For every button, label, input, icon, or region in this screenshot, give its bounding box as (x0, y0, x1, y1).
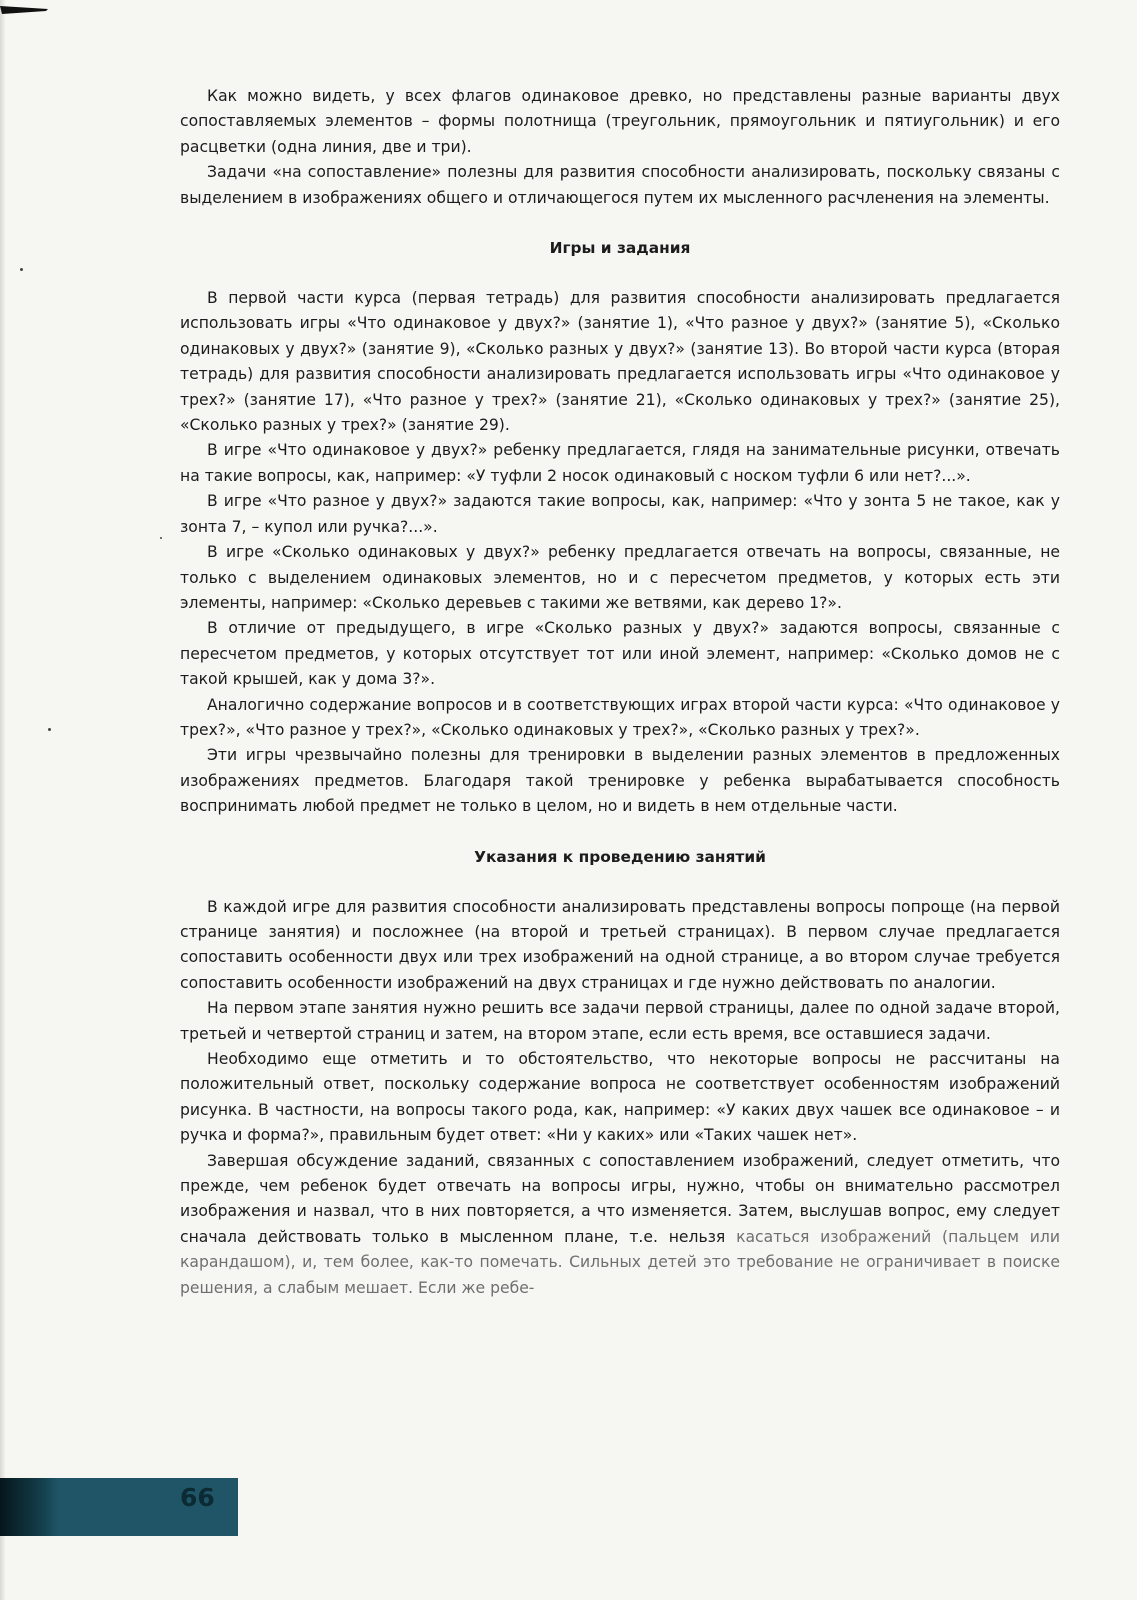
paragraph: В отличие от предыдущего, в игре «Сколько разных у двух?» задаются вопросы, связанные с пересчетом предметов, у которых отсутствует тот или иной элемент, например: «Сколько домов не с такой крышей, как у дома 3?». (180, 619, 1060, 689)
paragraph-text-faded: касаться изображений (пальцем или карандашом), и, тем более, как-то помечать. Сильных детей это требование не ограничивает в поиске решения, а слабым мешает. Если же ребе- (180, 1227, 1060, 1297)
paragraph: Необходимо еще отметить и то обстоятельство, что некоторые вопросы не рассчитаны на положительный ответ, поскольку содержание вопроса не соответствует особенностям изображений рисунка. В частности, на вопросы такого рода, как, например: «У каких двух чашек все одинаковое – и ручка и форма?», правильным будет ответ: «Ни у каких» или «Таких чашек нет». (180, 1050, 1060, 1145)
paragraph: Задачи «на сопоставление» полезны для развития способности анализировать, поскольку связаны с выделением в изображениях общего и отличающегося путем их мысленного расчленения на элементы. (180, 163, 1060, 207)
paragraph-last (180, 1149, 1060, 1301)
scan-speck (48, 728, 51, 731)
section-games (180, 286, 1060, 820)
section-heading-instructions: Указания к проведению занятий (474, 847, 766, 866)
scan-corner-mark (0, 4, 48, 18)
paragraph: Аналогично содержание вопросов и в соответствующих играх второй части курса: «Что одинаковое у трех?», «Что разное у трех?», «Сколько одинаковых у трех?», «Сколько разных у трех?». (180, 695, 1060, 739)
footer-band-edge (0, 1478, 58, 1536)
paragraph: В игре «Сколько одинаковых у двух?» ребенку предлагается отвечать на вопросы, связанные, не только с выделением одинаковых элементов, но и с пересчетом предметов, у которых есть эти элементы, например: «Сколько деревьев с такими же ветвями, как дерево 1?». (180, 543, 1060, 612)
page-content (180, 84, 1060, 1301)
paragraph: Как можно видеть, у всех флагов одинаковое древко, но представлены разные варианты двух сопоставляемых элементов – формы полотнища (треугольник, прямоугольник и пятиугольник) и его расцветки (одна линия, две и три). (180, 87, 1060, 156)
paragraph: Эти игры чрезвычайно полезны для тренировки в выделении разных элементов в предложенных изображениях предметов. Благодаря такой тренировке у ребенка вырабатывается способность воспринимать любой предмет не только в целом, но и видеть в нем отдельные части. (180, 746, 1060, 816)
section-intro (180, 84, 1060, 211)
page-number: 66 (180, 1483, 215, 1512)
paragraph: На первом этапе занятия нужно решить все задачи первой страницы, далее по одной задаче второй, третьей и четвертой страниц и затем, на втором этапе, если есть время, все оставшиеся задачи. (180, 999, 1060, 1043)
paragraph: В каждой игре для развития способности анализировать представлены вопросы попроще (на первой странице занятия) и посложнее (на второй и третьей страницах). В первом случае предлагается сопоставить особенности двух или трех изображений на одной странице, а во втором случае требуется сопоставить особенности изображений на двух страницах и где нужно действовать по аналогии. (180, 897, 1060, 992)
paragraph: В игре «Что одинаковое у двух?» ребенку предлагается, глядя на занимательные рисунки, отвечать на такие вопросы, как, например: «У туфли 2 носок одинаковый с носком туфли 6 или нет?...». (180, 441, 1060, 485)
paragraph-text: Завершая обсуждение заданий, связанных с сопоставлением изображений, следует отметить, что прежде, чем ребенок будет отвечать на вопросы игры, нужно, чтобы он внимательно рассмотрел изображения и назвал, что в них повторяется, а что изменяется. Затем, выслушав вопрос, ему следует сначала действовать только в мысленном плане, т.е. нельзя (180, 1151, 1060, 1246)
paragraph: В первой части курса (первая тетрадь) для развития способности анализировать предлагается использовать игры «Что одинаковое у двух?» (занятие 1), «Что разное у двух?» (занятие 5), «Сколько одинаковых у двух?» (занятие 9), «Сколько разных у двух?» (занятие 13). Во второй части курса (вторая тетрадь) для развития способности анализировать предлагается использовать игры «Что одинаковое у трех?» (занятие 17), «Что разное у трех?» (занятие 21), «Сколько одинаковых у трех?» (занятие 25), «Сколько разных у трех?» (занятие 29). (180, 289, 1060, 435)
scan-speck (160, 537, 162, 539)
section-heading-games: Игры и задания (549, 239, 691, 258)
scan-speck (20, 268, 23, 271)
paragraph: В игре «Что разное у двух?» задаются такие вопросы, как, например: «Что у зонта 5 не такое, как у зонта 7, – купол или ручка?...». (180, 492, 1060, 536)
section-instructions (180, 895, 1060, 1302)
page-edge-shadow (0, 0, 6, 1600)
